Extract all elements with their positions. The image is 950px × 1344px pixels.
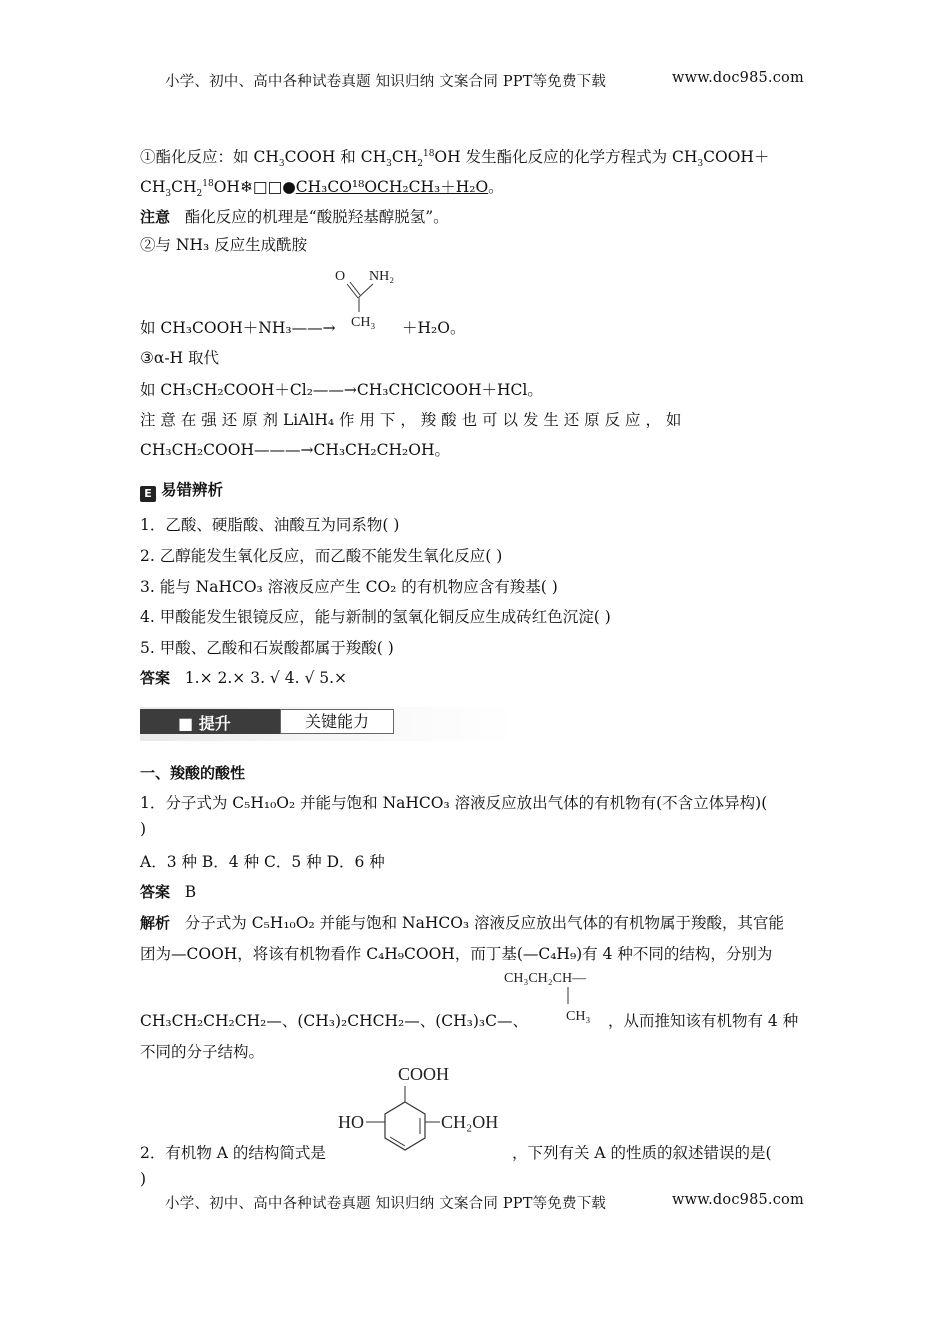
svg-text:CH₃CH₂CH—: CH₃CH₂CH— bbox=[504, 971, 587, 986]
error-item-1: 1．乙酸、硬脂酸、油酸互为同系物( ) bbox=[140, 516, 400, 534]
error-item-2: 2. 乙醇能发生氧化反应，而乙酸不能发生氧化反应( ) bbox=[140, 547, 503, 565]
svg-text:CH₂OH: CH₂OH bbox=[441, 1112, 499, 1132]
header-url[interactable]: www.doc985.com bbox=[672, 70, 804, 86]
q1-line2: ) bbox=[140, 820, 147, 838]
svg-text:CH₃: CH₃ bbox=[566, 1009, 591, 1024]
q1-analysis-line1: 解析 分子式为 C₅H₁₀O₂ 并能与饱和 NaHCO₃ 溶液反应放出气体的有机物属于羧酸，其官能 bbox=[140, 914, 785, 932]
error-item-5: 5. 甲酸、乙酸和石炭酸都属于羧酸( ) bbox=[140, 639, 394, 657]
garbled-arrow: ❄□□● bbox=[239, 178, 296, 196]
error-analysis-icon: E bbox=[140, 486, 156, 502]
section1-heading: 一、羧酸的酸性 bbox=[140, 764, 246, 782]
struct-nh2: NH₂ bbox=[369, 269, 395, 284]
esterification-line2: $CH_3CH_2^{18}OH❄□□●CH_3CO^{18}OCH_2CH_3+H_2O$。 bbox=[140, 178, 504, 200]
q1-options: A．3 种 B．4 种 C．5 种 D．6 种 bbox=[140, 853, 385, 871]
q1-analysis-line4: 不同的分子结构。 bbox=[140, 1043, 265, 1061]
errors-heading: E 易错辨析 bbox=[140, 478, 223, 502]
errors-answers: 答案 1.× 2.× 3. √ 4. √ 5.× bbox=[140, 669, 348, 687]
q2-line2: ) bbox=[140, 1170, 147, 1188]
amide-equation: 如 CH₃COOH＋NH₃——→ bbox=[140, 319, 336, 337]
q1-analysis-line3a: CH₃CH₂CH₂CH₂—、(CH₃)₂CHCH₂—、(CH₃)₃C—、 bbox=[140, 1012, 528, 1030]
q2-prefix: 2．有机物 A 的结构简式是 bbox=[140, 1144, 326, 1162]
error-item-3: 3. 能与 NaHCO₃ 溶液反应产生 CO₂ 的有机物应含有羧基( ) bbox=[140, 578, 558, 596]
esterification-line1: ①酯化反应：如 $CH_3COOH$ 和 $CH_3CH_2^{18}OH$ 发生酯化反应的化学方程式为 $CH_3COOH+$ bbox=[140, 148, 770, 170]
note2-line1: 注 意 在 强 还 原 剂 LiAlH₄ 作 用 下 ， 羧 酸 也 可 以 发 生 还 原 反 应 ， 如 bbox=[140, 411, 682, 429]
svg-text:HO: HO bbox=[338, 1112, 364, 1132]
q1-analysis-line3b: ，从而推知该有机物有 4 种 bbox=[608, 1012, 799, 1030]
ester-product: CH₃CO¹⁸OCH₂CH₃＋H₂O bbox=[295, 178, 489, 196]
compound-a-structure bbox=[330, 1060, 530, 1160]
struct-ch3: CH₃ bbox=[351, 315, 376, 330]
error-item-4: 4. 甲酸能发生银镜反应，能与新制的氢氧化铜反应生成砖红色沉淀( ) bbox=[140, 608, 611, 626]
svg-text:COOH: COOH bbox=[398, 1064, 450, 1084]
header-text: 小学、初中、高中各种试卷真题 知识归纳 文案合同 PPT等免费下载 bbox=[165, 74, 607, 90]
banner-right: 关键能力 bbox=[280, 709, 394, 734]
amide-title: ②与 NH₃ 反应生成酰胺 bbox=[140, 236, 308, 254]
q1-line1: 1．分子式为 C₅H₁₀O₂ 并能与饱和 NaHCO₃ 溶液反应放出气体的有机物有(不含立体异构)( bbox=[140, 794, 768, 812]
struct-o: O bbox=[335, 269, 346, 284]
banner-left: ■ 提升 bbox=[140, 709, 280, 734]
alpha-title: ③α-H 取代 bbox=[140, 349, 220, 367]
footer-text: 小学、初中、高中各种试卷真题 知识归纳 文案合同 PPT等免费下载 bbox=[165, 1196, 607, 1212]
q1-answer: 答案 B bbox=[140, 883, 197, 901]
footer-url[interactable]: www.doc985.com bbox=[672, 1192, 804, 1208]
alpha-equation: 如 CH₃CH₂COOH＋Cl₂——→CH₃CHClCOOH＋HCl。 bbox=[140, 381, 543, 399]
amide-suffix: ＋H₂O。 bbox=[402, 319, 466, 337]
q1-analysis-line2: 团为—COOH，将该有机物看作 C₄H₉COOH，而丁基(—C₄H₉)有 4 种不同的结构，分别为 bbox=[140, 945, 773, 963]
note2-line2: CH₃CH₂COOH———→CH₃CH₂CH₂OH。 bbox=[140, 441, 450, 459]
q2-suffix: ，下列有关 A 的性质的叙述错误的是( bbox=[512, 1144, 772, 1162]
note1: 注意 酯化反应的机理是“酸脱羟基醇脱氢”。 bbox=[140, 208, 449, 226]
